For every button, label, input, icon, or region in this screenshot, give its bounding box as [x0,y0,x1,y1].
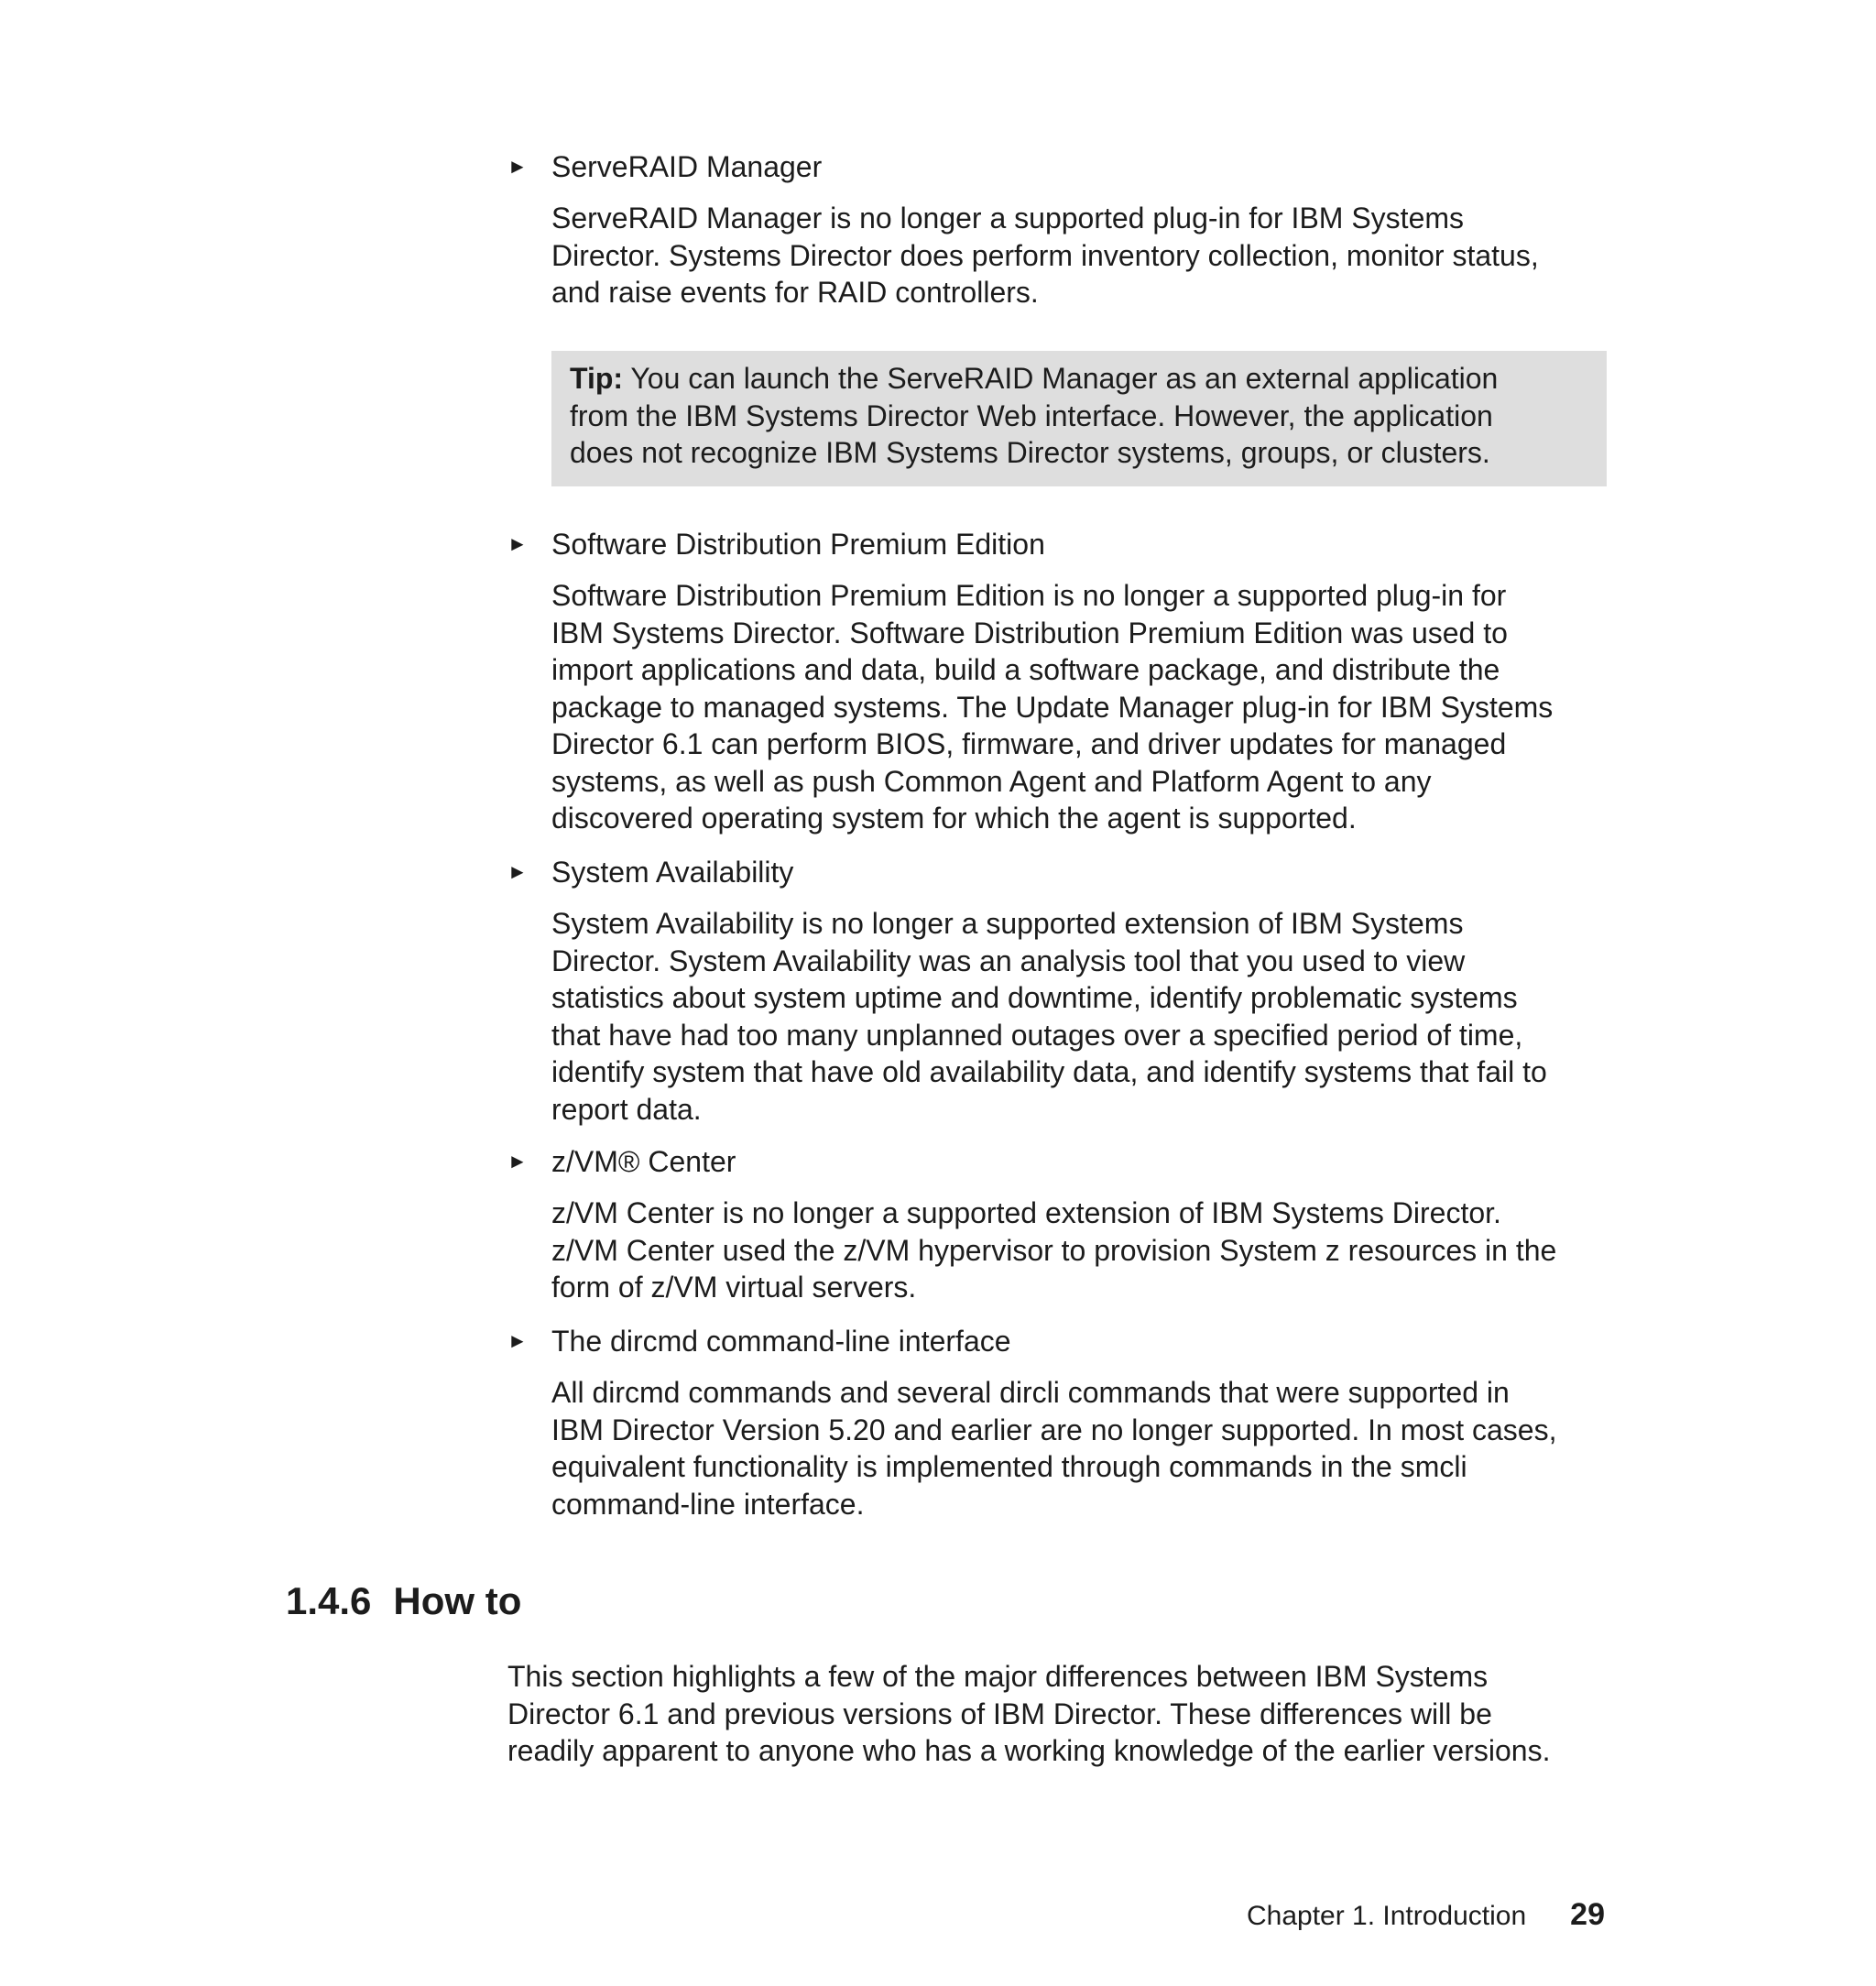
page-number: 29 [1570,1897,1605,1932]
list-item-description: ServeRAID Manager is no longer a supported plug-in for IBM Systems Director. Systems Director does perform inventory collection, monitor status, and raise events for RAID controllers. [551,202,1539,309]
list-item-title: ServeRAID Manager [551,150,823,183]
list-item-title: z/VM® Center [551,1145,736,1178]
section-paragraph: This section highlights a few of the major differences between IBM Systems Director 6.1 and previous versions of IBM Director. These differences will be readily apparent to anyone who has a working knowledge of the earlier versions. [507,1660,1551,1767]
list-item-description: All dircmd commands and several dircli commands that were supported in IBM Director Version 5.20 and earlier are no longer supported. In most cases, equivalent functionality is implemented through commands in the smcli command-line interface. [551,1376,1557,1521]
list-item-description: Software Distribution Premium Edition is no longer a supported plug-in for IBM Systems Director. Software Distribution Premium Edition was used to import applications and data, build a software package, and distribute the package to managed systems. The Update Manager plug-in for IBM Systems Director 6.1 can perform BIOS, firmware, and driver updates for managed systems, as well as push Common Agent and Platform Agent to any discovered operating system for which the agent is supported. [551,579,1554,835]
bullet-icon: ► [507,532,528,555]
tip-label: Tip: [570,362,624,395]
list-item-description: z/VM Center is no longer a supported extension of IBM Systems Director. z/VM Center used the z/VM hypervisor to provision System z resources in the form of z/VM virtual servers. [551,1196,1557,1304]
list-item-title: The dircmd command-line interface [551,1325,1011,1358]
section-title: How to [393,1579,522,1622]
tip-callout [551,351,1607,486]
tip-text: Tip: You can launch the ServeRAID Manager as an external application from the IBM Systems Director Web interface. However, the application does not recognize IBM Systems Director systems, groups, or clusters. [570,362,1499,469]
page-footer [1247,1896,1605,1935]
bullet-icon: ► [507,155,528,178]
bullet-icon: ► [507,1329,528,1352]
section-number: 1.4.6 [286,1579,372,1622]
footer-chapter: Chapter 1. Introduction [1246,1901,1527,1931]
bullet-icon: ► [507,860,528,883]
list-item-description: System Availability is no longer a supported extension of IBM Systems Director. System Availability was an analysis tool that you used to view statistics about system uptime and downtime, identify problematic systems that have had too many unplanned outages over a specified period of time, identify system that have old availability data, and identify systems that fail to report data. [551,907,1547,1126]
section-heading [286,1577,521,1625]
list-item-title: System Availability [551,856,794,889]
bullet-icon: ► [507,1150,528,1173]
list-item-title: Software Distribution Premium Edition [551,528,1045,561]
